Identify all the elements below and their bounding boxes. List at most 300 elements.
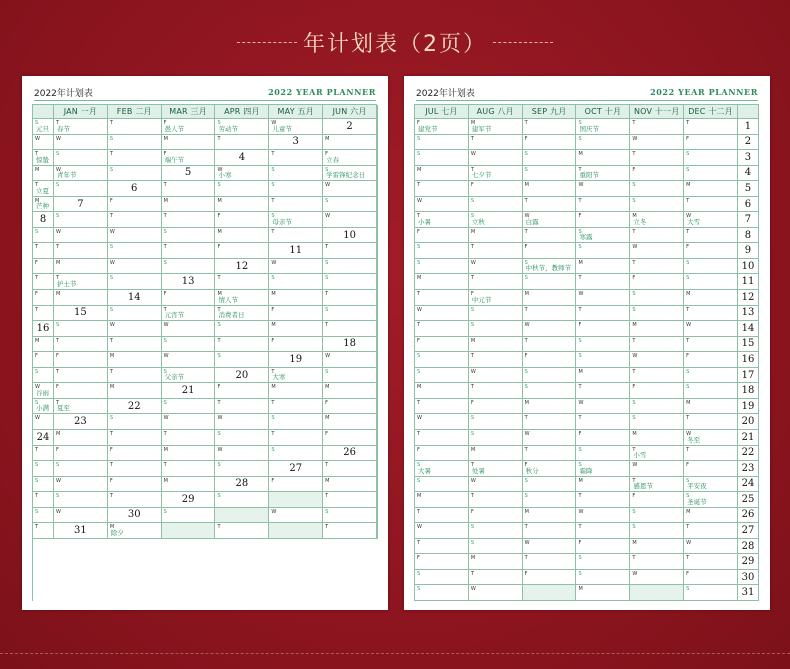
day-cell[interactable] [576,570,630,586]
day-cell[interactable] [377,492,378,508]
day-cell[interactable] [415,228,469,244]
day-cell[interactable] [162,212,216,228]
day-cell[interactable] [269,228,323,244]
day-cell[interactable] [377,290,378,306]
day-cell[interactable] [415,492,469,508]
day-cell[interactable] [323,290,377,306]
day-cell[interactable] [54,477,108,493]
day-cell[interactable] [523,212,577,228]
day-cell[interactable] [215,212,269,228]
day-cell[interactable] [377,274,378,290]
day-cell[interactable] [377,150,378,166]
day-cell[interactable] [469,352,523,368]
day-cell[interactable] [269,414,323,430]
day-cell[interactable] [215,274,269,290]
day-cell[interactable] [523,274,577,290]
day-cell[interactable] [108,414,162,430]
day-cell[interactable] [523,119,577,135]
day-cell[interactable] [469,243,523,259]
day-cell[interactable] [108,150,162,166]
day-cell[interactable] [576,150,630,166]
day-cell[interactable] [33,337,54,353]
day-cell[interactable] [54,119,108,135]
day-cell[interactable] [523,570,577,586]
day-cell[interactable] [215,166,269,182]
day-cell[interactable] [576,337,630,353]
day-cell[interactable] [54,290,108,306]
day-cell[interactable] [377,352,378,368]
day-cell[interactable] [523,290,577,306]
day-cell[interactable] [215,290,269,306]
day-cell[interactable] [684,414,738,430]
day-cell[interactable] [323,430,377,446]
day-cell[interactable] [377,306,378,322]
day-cell[interactable] [377,166,378,182]
day-cell[interactable] [576,352,630,368]
day-cell[interactable] [108,446,162,462]
day-cell[interactable] [576,430,630,446]
day-cell[interactable] [576,166,630,182]
day-cell[interactable] [415,166,469,182]
day-cell[interactable] [54,430,108,446]
day-cell[interactable] [269,119,323,135]
day-cell[interactable] [108,212,162,228]
day-cell[interactable] [469,228,523,244]
day-cell[interactable] [108,430,162,446]
day-cell[interactable] [33,306,54,322]
day-cell[interactable] [630,446,684,462]
day-cell[interactable] [269,212,323,228]
day-cell[interactable] [630,570,684,586]
day-cell[interactable] [162,399,216,415]
day-cell[interactable] [469,570,523,586]
day-cell[interactable] [215,321,269,337]
day-cell[interactable] [162,368,216,384]
day-cell[interactable] [469,585,523,601]
day-cell[interactable] [377,368,378,384]
day-cell[interactable] [215,306,269,322]
day-cell[interactable] [523,399,577,415]
day-cell[interactable] [630,274,684,290]
day-cell[interactable] [630,523,684,539]
day-cell[interactable] [630,150,684,166]
day-cell[interactable] [33,259,54,275]
day-cell[interactable] [269,383,323,399]
day-cell[interactable] [33,352,54,368]
day-cell[interactable] [469,306,523,322]
day-cell[interactable] [323,150,377,166]
day-cell[interactable] [684,368,738,384]
day-cell[interactable] [684,259,738,275]
day-cell[interactable] [162,306,216,322]
day-cell[interactable] [415,368,469,384]
day-cell[interactable] [162,446,216,462]
day-cell[interactable] [630,181,684,197]
day-cell[interactable] [162,150,216,166]
day-cell[interactable] [576,306,630,322]
day-cell[interactable] [33,368,54,384]
day-cell[interactable] [576,368,630,384]
day-cell[interactable] [269,197,323,213]
day-cell[interactable] [523,446,577,462]
day-cell[interactable] [523,368,577,384]
day-cell[interactable] [54,368,108,384]
day-cell[interactable] [323,477,377,493]
day-cell[interactable] [576,212,630,228]
day-cell[interactable] [323,414,377,430]
day-cell[interactable] [108,243,162,259]
day-cell[interactable] [415,352,469,368]
day-cell[interactable] [576,461,630,477]
day-cell[interactable] [630,243,684,259]
day-cell[interactable] [469,446,523,462]
day-cell[interactable] [523,383,577,399]
day-cell[interactable] [684,461,738,477]
day-cell[interactable] [162,508,216,524]
day-cell[interactable] [54,492,108,508]
day-cell[interactable] [323,243,377,259]
day-cell[interactable] [269,321,323,337]
day-cell[interactable] [469,135,523,151]
day-cell[interactable] [415,135,469,151]
day-cell[interactable] [523,508,577,524]
day-cell[interactable] [684,119,738,135]
day-cell[interactable] [576,539,630,555]
day-cell[interactable] [377,477,378,493]
day-cell[interactable] [108,259,162,275]
day-cell[interactable] [523,461,577,477]
day-cell[interactable] [684,446,738,462]
day-cell[interactable] [630,508,684,524]
day-cell[interactable] [415,508,469,524]
day-cell[interactable] [630,290,684,306]
day-cell[interactable] [108,306,162,322]
day-cell[interactable] [54,243,108,259]
day-cell[interactable] [415,306,469,322]
day-cell[interactable] [33,228,54,244]
day-cell[interactable] [630,414,684,430]
day-cell[interactable] [630,368,684,384]
day-cell[interactable] [576,135,630,151]
day-cell[interactable] [33,461,54,477]
day-cell[interactable] [33,290,54,306]
day-cell[interactable] [523,150,577,166]
day-cell[interactable] [684,492,738,508]
day-cell[interactable] [33,181,54,197]
day-cell[interactable] [684,197,738,213]
day-cell[interactable] [576,477,630,493]
day-cell[interactable] [215,243,269,259]
day-cell[interactable] [377,337,378,353]
day-cell[interactable] [415,523,469,539]
day-cell[interactable] [469,414,523,430]
day-cell[interactable] [162,243,216,259]
day-cell[interactable] [469,259,523,275]
day-cell[interactable] [108,337,162,353]
day-cell[interactable] [269,399,323,415]
day-cell[interactable] [108,383,162,399]
day-cell[interactable] [415,461,469,477]
day-cell[interactable] [377,399,378,415]
day-cell[interactable] [108,461,162,477]
day-cell[interactable] [576,585,630,601]
day-cell[interactable] [215,135,269,151]
day-cell[interactable] [269,150,323,166]
day-cell[interactable] [54,166,108,182]
day-cell[interactable] [415,430,469,446]
day-cell[interactable] [684,430,738,446]
day-cell[interactable] [54,150,108,166]
day-cell[interactable] [415,383,469,399]
day-cell[interactable] [469,539,523,555]
day-cell[interactable] [469,368,523,384]
day-cell[interactable] [108,352,162,368]
day-cell[interactable] [33,197,54,213]
day-cell[interactable] [684,212,738,228]
day-cell[interactable] [576,492,630,508]
day-cell[interactable] [576,399,630,415]
day-cell[interactable] [323,508,377,524]
day-cell[interactable] [323,523,377,539]
day-cell[interactable] [215,181,269,197]
day-cell[interactable] [54,181,108,197]
day-cell[interactable] [684,570,738,586]
day-cell[interactable] [323,212,377,228]
day-cell[interactable] [576,414,630,430]
day-cell[interactable] [323,321,377,337]
day-cell[interactable] [630,539,684,555]
day-cell[interactable] [684,508,738,524]
day-cell[interactable] [684,554,738,570]
day-cell[interactable] [576,523,630,539]
day-cell[interactable] [215,337,269,353]
day-cell[interactable] [415,181,469,197]
day-cell[interactable] [323,352,377,368]
day-cell[interactable] [415,585,469,601]
day-cell[interactable] [684,337,738,353]
day-cell[interactable] [33,135,54,151]
day-cell[interactable] [269,337,323,353]
day-cell[interactable] [162,477,216,493]
day-cell[interactable] [54,461,108,477]
day-cell[interactable] [377,119,378,135]
day-cell[interactable] [162,135,216,151]
day-cell[interactable] [415,259,469,275]
day-cell[interactable] [33,243,54,259]
day-cell[interactable] [469,492,523,508]
day-cell[interactable] [215,383,269,399]
day-cell[interactable] [33,150,54,166]
day-cell[interactable] [469,523,523,539]
day-cell[interactable] [54,135,108,151]
day-cell[interactable] [269,368,323,384]
day-cell[interactable] [576,290,630,306]
day-cell[interactable] [630,477,684,493]
day-cell[interactable] [576,119,630,135]
day-cell[interactable] [415,399,469,415]
day-cell[interactable] [33,119,54,135]
day-cell[interactable] [523,228,577,244]
day-cell[interactable] [162,430,216,446]
day-cell[interactable] [630,352,684,368]
day-cell[interactable] [269,508,323,524]
day-cell[interactable] [630,399,684,415]
day-cell[interactable] [162,337,216,353]
day-cell[interactable] [523,306,577,322]
day-cell[interactable] [469,337,523,353]
day-cell[interactable] [523,166,577,182]
day-cell[interactable] [630,228,684,244]
day-cell[interactable] [162,414,216,430]
day-cell[interactable] [523,539,577,555]
day-cell[interactable] [33,166,54,182]
day-cell[interactable] [215,352,269,368]
day-cell[interactable] [630,166,684,182]
day-cell[interactable] [684,243,738,259]
day-cell[interactable] [630,554,684,570]
day-cell[interactable] [684,135,738,151]
day-cell[interactable] [162,228,216,244]
day-cell[interactable] [54,212,108,228]
day-cell[interactable] [323,274,377,290]
day-cell[interactable] [54,337,108,353]
day-cell[interactable] [523,477,577,493]
day-cell[interactable] [684,150,738,166]
day-cell[interactable] [415,290,469,306]
day-cell[interactable] [469,197,523,213]
day-cell[interactable] [323,399,377,415]
day-cell[interactable] [523,523,577,539]
day-cell[interactable] [108,492,162,508]
day-cell[interactable] [684,274,738,290]
day-cell[interactable] [108,523,162,539]
day-cell[interactable] [576,554,630,570]
day-cell[interactable] [684,352,738,368]
day-cell[interactable] [54,321,108,337]
day-cell[interactable] [469,166,523,182]
day-cell[interactable] [630,306,684,322]
day-cell[interactable] [377,135,378,151]
day-cell[interactable] [684,166,738,182]
day-cell[interactable] [377,228,378,244]
day-cell[interactable] [54,446,108,462]
day-cell[interactable] [523,430,577,446]
day-cell[interactable] [630,259,684,275]
day-cell[interactable] [215,430,269,446]
day-cell[interactable] [469,181,523,197]
day-cell[interactable] [377,414,378,430]
day-cell[interactable] [684,477,738,493]
day-cell[interactable] [33,383,54,399]
day-cell[interactable] [33,477,54,493]
day-cell[interactable] [108,197,162,213]
day-cell[interactable] [323,166,377,182]
day-cell[interactable] [523,259,577,275]
day-cell[interactable] [33,508,54,524]
day-cell[interactable] [269,306,323,322]
day-cell[interactable] [415,274,469,290]
day-cell[interactable] [415,321,469,337]
day-cell[interactable] [630,212,684,228]
day-cell[interactable] [162,119,216,135]
day-cell[interactable] [323,135,377,151]
day-cell[interactable] [108,274,162,290]
day-cell[interactable] [269,259,323,275]
day-cell[interactable] [323,383,377,399]
day-cell[interactable] [108,166,162,182]
day-cell[interactable] [469,461,523,477]
day-cell[interactable] [215,461,269,477]
day-cell[interactable] [415,414,469,430]
day-cell[interactable] [269,181,323,197]
day-cell[interactable] [33,274,54,290]
day-cell[interactable] [684,306,738,322]
day-cell[interactable] [523,554,577,570]
day-cell[interactable] [215,119,269,135]
day-cell[interactable] [576,508,630,524]
day-cell[interactable] [523,243,577,259]
day-cell[interactable] [323,181,377,197]
day-cell[interactable] [108,368,162,384]
day-cell[interactable] [54,274,108,290]
day-cell[interactable] [162,259,216,275]
day-cell[interactable] [469,430,523,446]
day-cell[interactable] [33,399,54,415]
day-cell[interactable] [215,399,269,415]
day-cell[interactable] [33,446,54,462]
day-cell[interactable] [523,181,577,197]
day-cell[interactable] [684,523,738,539]
day-cell[interactable] [269,430,323,446]
day-cell[interactable] [576,321,630,337]
day-cell[interactable] [269,477,323,493]
day-cell[interactable] [415,539,469,555]
day-cell[interactable] [630,492,684,508]
day-cell[interactable] [415,119,469,135]
day-cell[interactable] [323,492,377,508]
day-cell[interactable] [469,290,523,306]
day-cell[interactable] [269,446,323,462]
day-cell[interactable] [684,290,738,306]
day-cell[interactable] [576,228,630,244]
day-cell[interactable] [469,119,523,135]
day-cell[interactable] [54,352,108,368]
day-cell[interactable] [162,197,216,213]
day-cell[interactable] [630,337,684,353]
day-cell[interactable] [469,383,523,399]
day-cell[interactable] [469,212,523,228]
day-cell[interactable] [523,352,577,368]
day-cell[interactable] [576,446,630,462]
day-cell[interactable] [377,197,378,213]
day-cell[interactable] [523,321,577,337]
day-cell[interactable] [269,290,323,306]
day-cell[interactable] [415,570,469,586]
day-cell[interactable] [684,383,738,399]
day-cell[interactable] [162,321,216,337]
day-cell[interactable] [323,197,377,213]
day-cell[interactable] [684,181,738,197]
day-cell[interactable] [469,477,523,493]
day-cell[interactable] [54,383,108,399]
day-cell[interactable] [415,477,469,493]
day-cell[interactable] [33,414,54,430]
day-cell[interactable] [469,321,523,337]
day-cell[interactable] [576,274,630,290]
day-cell[interactable] [108,477,162,493]
day-cell[interactable] [630,119,684,135]
day-cell[interactable] [108,135,162,151]
